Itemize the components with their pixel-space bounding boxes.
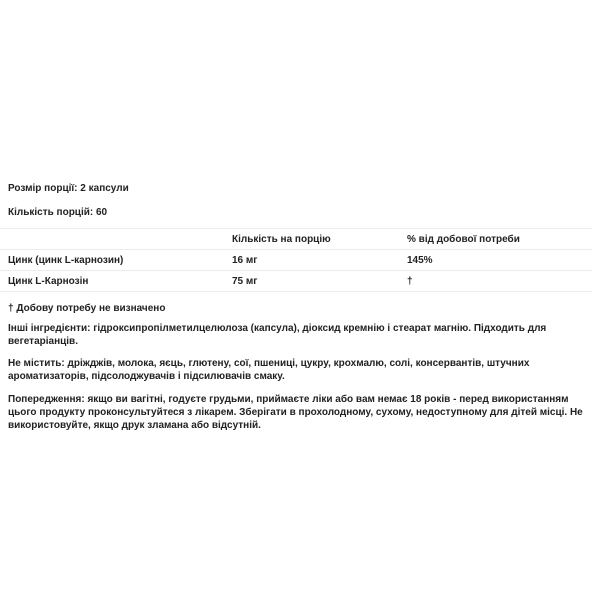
does-not-contain: Не містить: дріжджів, молока, яєць, глютену, сої, пшениці, цукру, крохмалю, солі, консервантів, штучних ароматизаторів, підсолоджувачів і підсилювачів смаку. bbox=[8, 358, 530, 382]
header-ingredient bbox=[0, 229, 232, 250]
daily-value-footnote: † Добову потребу не визначено bbox=[8, 303, 166, 314]
table-row bbox=[0, 271, 592, 292]
servings-per-container: Кількість порцій: 60 bbox=[8, 207, 108, 218]
supplement-facts-panel bbox=[8, 182, 592, 432]
header-daily-value: % від добової потреби bbox=[407, 229, 592, 250]
serving-size: Розмір порції: 2 капсули bbox=[8, 183, 129, 194]
ingredient-daily-value: † bbox=[407, 271, 592, 292]
nutrition-table bbox=[0, 228, 592, 292]
ingredient-name: Цинк (цинк L-карнозин) bbox=[0, 250, 232, 271]
warning-text: Попередження: якщо ви вагітні, годуєте грудьми, приймаєте ліки або вам немає 18 років - перед використанням цього продукту проконсультуйтеся з лікарем. Зберігати в прохолодному, сухому, недоступному для дітей місці. Не використовуйте, якщо друк зламана або відсутній. bbox=[8, 394, 583, 431]
header-amount: Кількість на порцію bbox=[232, 229, 407, 250]
ingredient-name: Цинк L-Карнозін bbox=[0, 271, 232, 292]
table-header-row bbox=[0, 229, 592, 250]
other-ingredients: Інші інгредієнти: гідроксипропілметилцелюлоза (капсула), діоксид кремнію і стеарат магнію. Підходить для вегетаріанців. bbox=[8, 323, 547, 347]
ingredient-amount: 16 мг bbox=[232, 250, 407, 271]
table-row bbox=[0, 250, 592, 271]
ingredient-amount: 75 мг bbox=[232, 271, 407, 292]
ingredient-daily-value: 145% bbox=[407, 250, 592, 271]
